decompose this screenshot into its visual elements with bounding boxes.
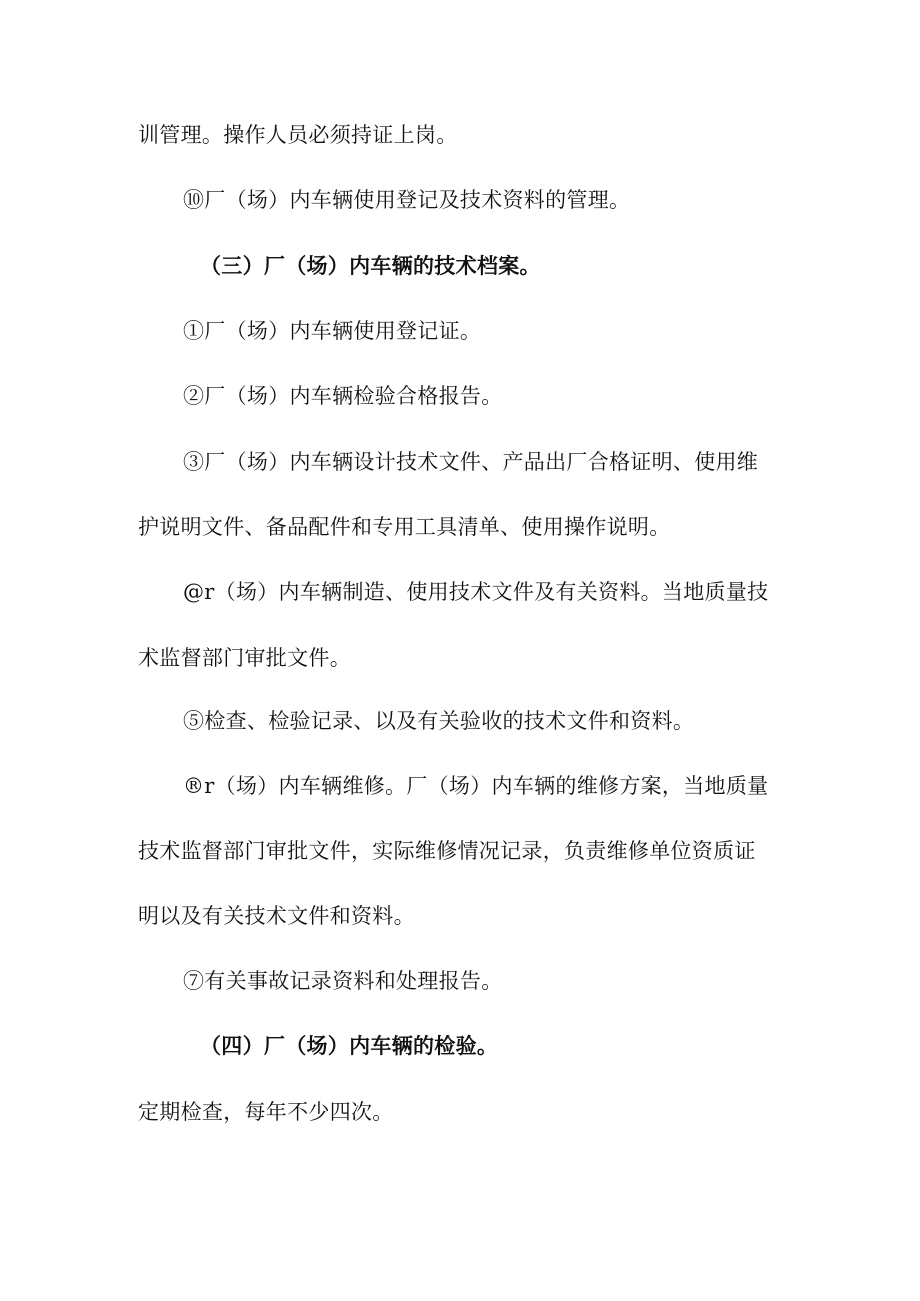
list-item-4: @r（场）内车辆制造、使用技术文件及有关资料。当地质量技 bbox=[183, 580, 769, 604]
list-item-3: ③厂（场）内车辆设计技术文件、产品出厂合格证明、使用维 bbox=[183, 450, 759, 474]
list-item-3-continuation: 护说明文件、备品配件和专用工具清单、使用操作说明。 bbox=[138, 515, 671, 539]
paragraph-line: 定期检查，每年不少四次。 bbox=[138, 1100, 394, 1124]
section-heading-4: （四）厂（场）内车辆的检验。 bbox=[200, 1033, 499, 1058]
list-item-7: ⑦有关事故记录资料和处理报告。 bbox=[183, 969, 503, 993]
section-heading-3: （三）厂（场）内车辆的技术档案。 bbox=[200, 253, 541, 278]
list-item-6-continuation: 明以及有关技术文件和资料。 bbox=[138, 904, 415, 928]
list-item-5: ⑤检查、检验记录、以及有关验收的技术文件和资料。 bbox=[183, 709, 695, 733]
list-item-2: ②厂（场）内车辆检验合格报告。 bbox=[183, 384, 503, 408]
list-item-4-continuation: 术监督部门审批文件。 bbox=[138, 646, 351, 670]
list-item-6-continuation: 技术监督部门审批文件，实际维修情况记录，负责维修单位资质证 bbox=[138, 839, 756, 863]
list-item-6: ®r（场）内车辆维修。厂（场）内车辆的维修方案，当地质量 bbox=[183, 774, 769, 798]
paragraph-line: 训管理。操作人员必须持证上岗。 bbox=[138, 123, 458, 147]
list-item-10: ⑩厂（场）内车辆使用登记及技术资料的管理。 bbox=[183, 188, 631, 212]
list-item-1: ①厂（场）内车辆使用登记证。 bbox=[183, 319, 482, 343]
